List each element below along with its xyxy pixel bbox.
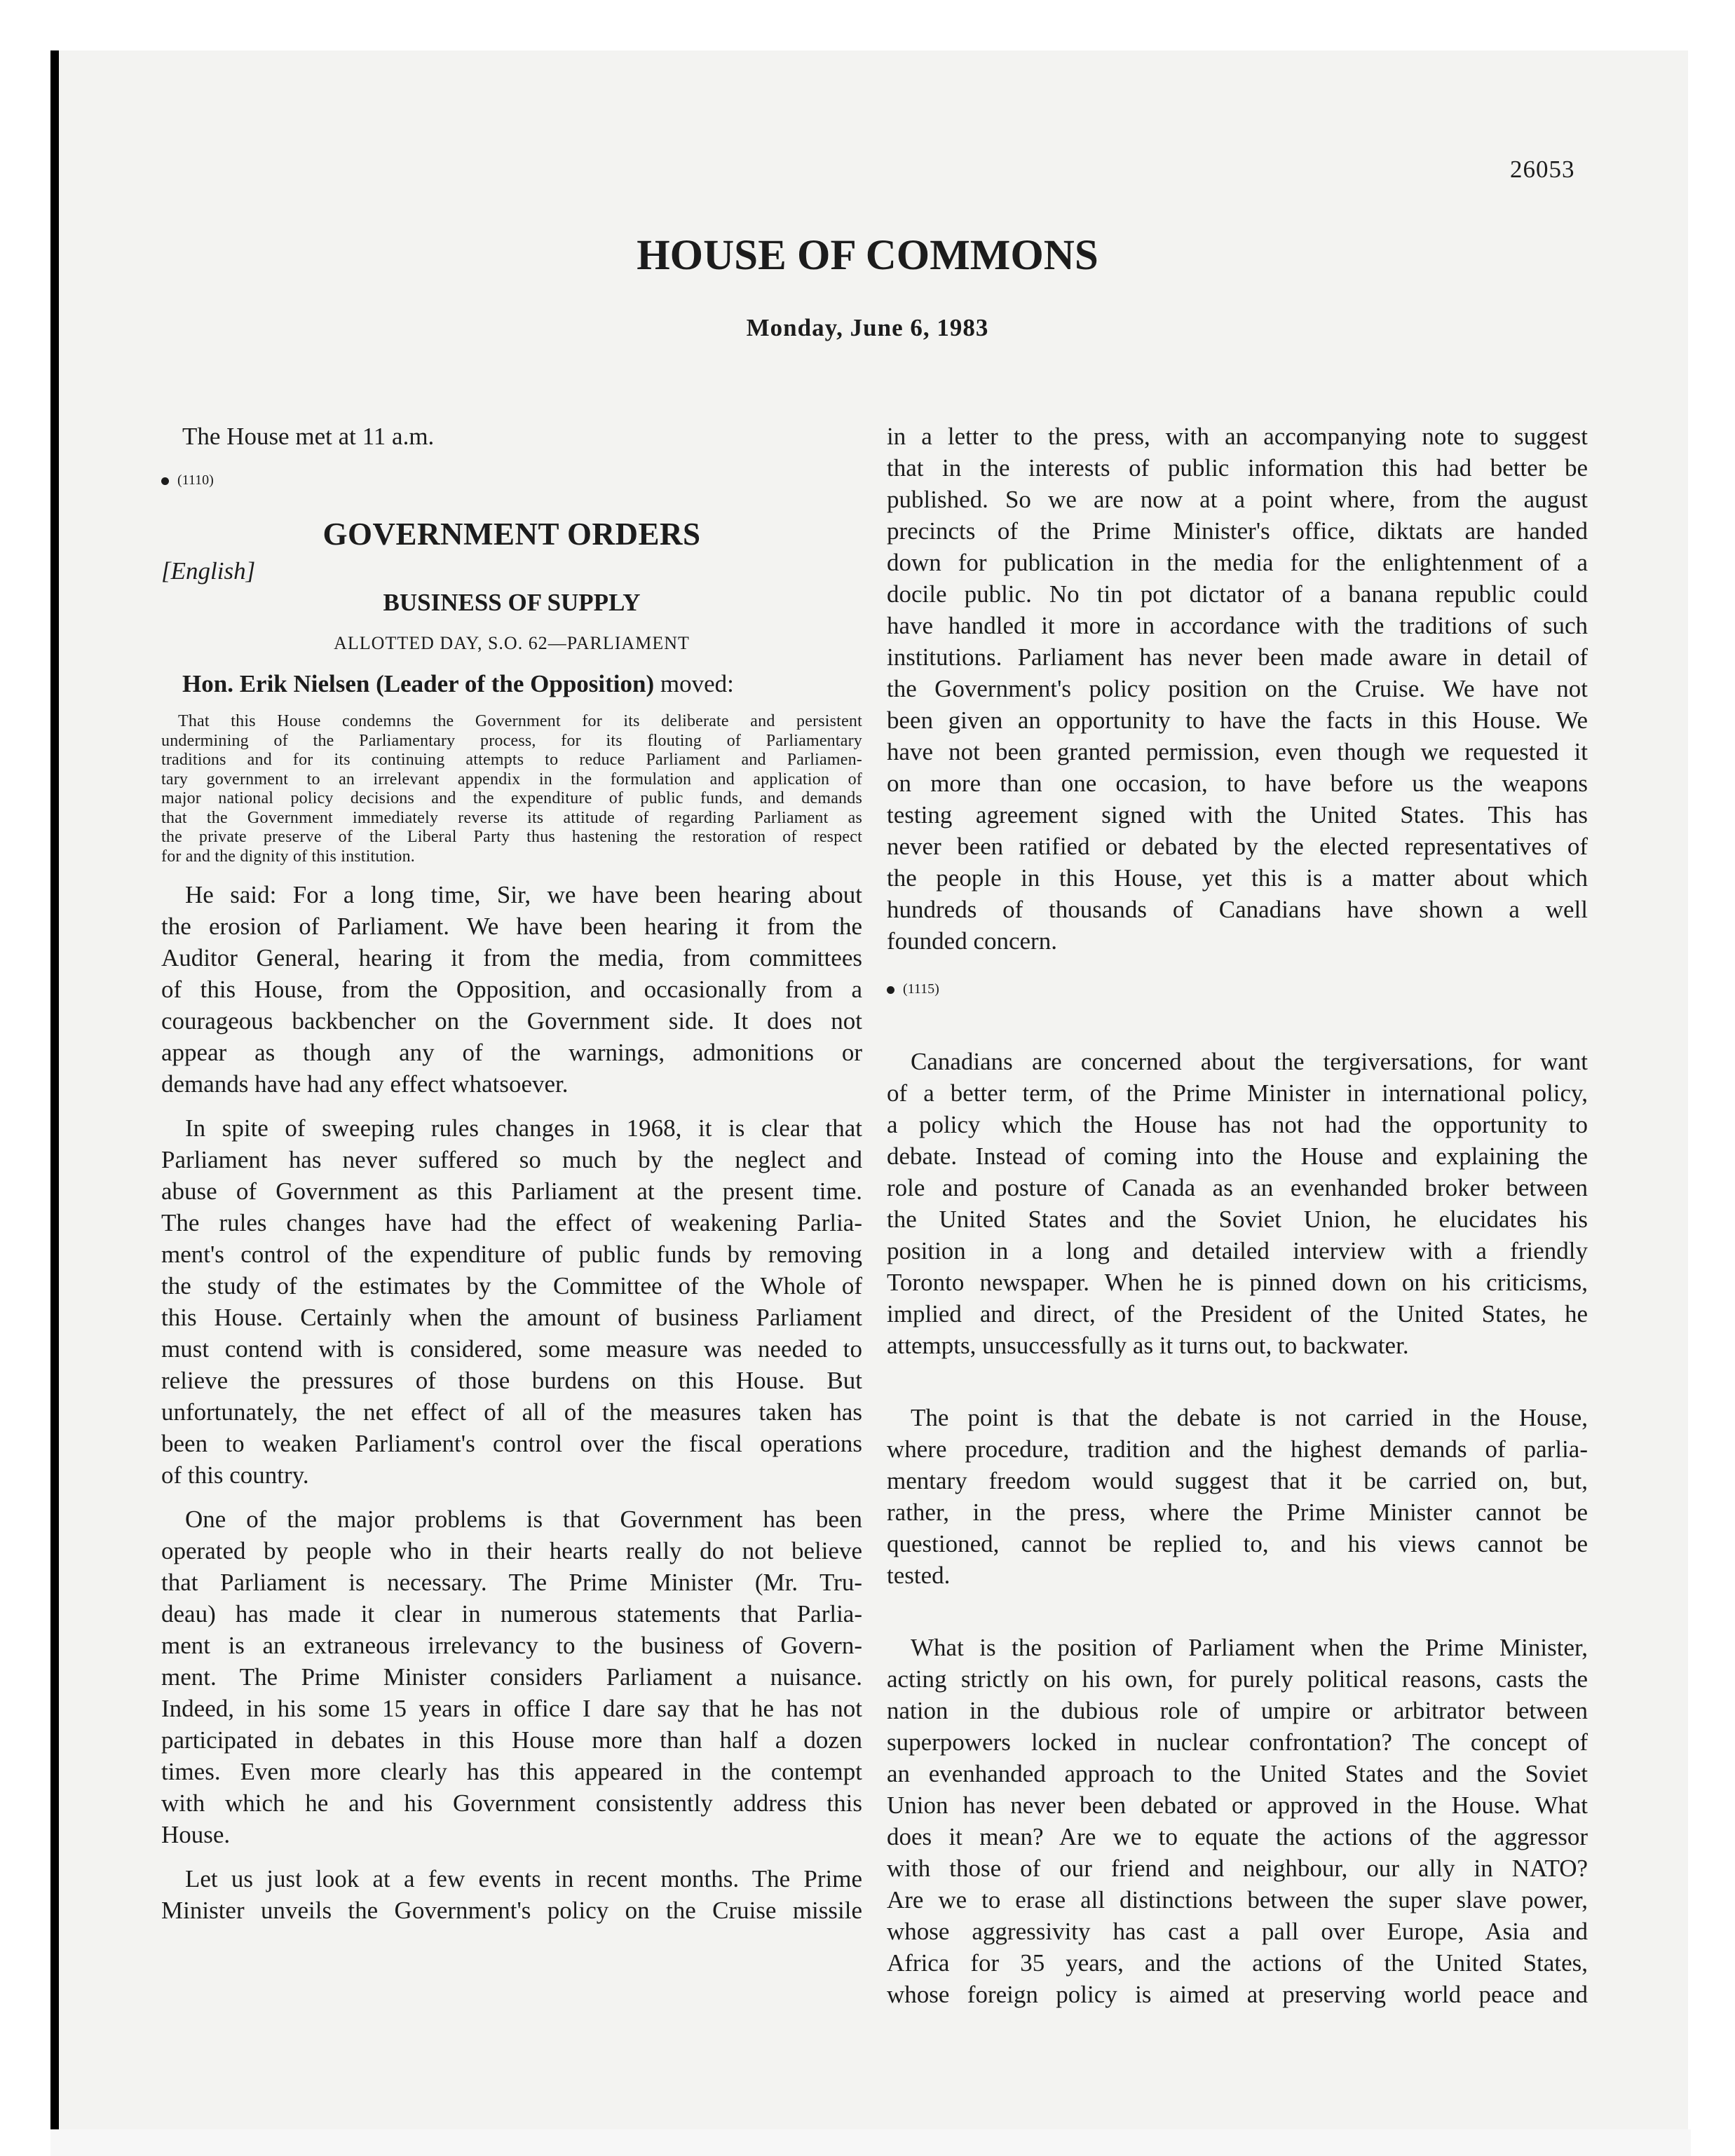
- text-line: on more than one occasion, to have before us the weapons: [887, 770, 1588, 797]
- text-line: He said: For a long time, Sir, we have been hearing about: [185, 881, 862, 908]
- scan-edge-bottom: [50, 2129, 1691, 2156]
- motion-text: [161, 712, 862, 866]
- text-line: the people in this House, yet this is a matter about which: [887, 864, 1588, 892]
- text-line: ment is an extraneous irrelevancy to the business of Govern-: [161, 1632, 862, 1659]
- page-number: 26053: [1510, 156, 1575, 183]
- text-line: precincts of the Prime Minister's office, diktats are handed: [887, 517, 1588, 545]
- text-line: demands have had any effect whatsoever.: [161, 1070, 569, 1098]
- text-line: Toronto newspaper. When he is pinned down on his criticisms,: [887, 1269, 1588, 1296]
- motion-line: major national policy decisions and the expenditure of public funds, and demands: [161, 789, 862, 807]
- text-line: the erosion of Parliament. We have been hearing it from the: [161, 913, 862, 940]
- scan-edge-left: [50, 50, 59, 2142]
- bullet-icon: [161, 477, 169, 485]
- text-line: an evenhanded approach to the United States and the Soviet: [887, 1760, 1588, 1787]
- text-line: courageous backbencher on the Government side. It does not: [161, 1007, 862, 1035]
- text-line: hundreds of thousands of Canadians have shown a well: [887, 896, 1588, 923]
- text-line: of a better term, of the Prime Minister in international policy,: [887, 1079, 1588, 1107]
- text-line: role and posture of Canada as an evenhanded broker between: [887, 1174, 1588, 1201]
- motion-line: traditions and for its continuing attempts to reduce Parliament and Parliamen-: [161, 751, 862, 769]
- paragraph: [887, 1632, 1588, 2010]
- text-line: tested.: [887, 1562, 951, 1589]
- text-line: One of the major problems is that Government has been: [185, 1506, 862, 1533]
- text-line: appear as though any of the warnings, admonitions or: [161, 1039, 862, 1066]
- text-line: with which he and his Government consistently address this: [161, 1789, 862, 1817]
- text-line: unfortunately, the net effect of all of the measures taken has: [161, 1398, 862, 1426]
- text-line: acting strictly on his own, for purely political reasons, casts the: [887, 1665, 1588, 1693]
- left-column: [161, 421, 862, 1926]
- text-line: relieve the pressures of those burdens on this House. But: [161, 1367, 862, 1394]
- text-line: in a letter to the press, with an accompanying note to suggest: [887, 423, 1588, 450]
- text-line: The rules changes have had the effect of weakening Parlia-: [161, 1209, 862, 1236]
- motion-line: undermining of the Parliamentary process, for its flouting of Parliamentary: [161, 731, 862, 750]
- paragraph: [161, 1112, 862, 1491]
- motion-line: That this House condemns the Government for its deliberate and persistent: [178, 712, 862, 730]
- text-line: Union has never been debated or approved in the House. What: [887, 1792, 1588, 1819]
- mover-name: Hon. Erik Nielsen (Leader of the Opposition): [182, 670, 655, 697]
- text-line: does it mean? Are we to equate the actions of the aggressor: [887, 1823, 1588, 1850]
- time-marker-text: (1115): [903, 981, 939, 997]
- text-line: been given an opportunity to have the facts in this House. We: [887, 707, 1588, 734]
- right-column: [887, 421, 1588, 2010]
- text-line: that Parliament is necessary. The Prime Minister (Mr. Tru-: [161, 1569, 862, 1596]
- paragraph: [887, 1402, 1588, 1591]
- text-line: of this country.: [161, 1461, 309, 1489]
- text-line: implied and direct, of the President of the United States, he: [887, 1300, 1588, 1328]
- mover-line: [161, 668, 862, 700]
- text-line: superpowers locked in nuclear confrontation? The concept of: [887, 1728, 1588, 1756]
- motion-line: tary government to an irrelevant appendix in the formulation and application of: [161, 770, 862, 789]
- text-line: House.: [161, 1821, 231, 1848]
- text-line: nation in the dubious role of umpire or arbitrator between: [887, 1697, 1588, 1724]
- text-line: been to weaken Parliament's control over the fiscal operations: [161, 1430, 862, 1457]
- text-line: The point is that the debate is not carried in the House,: [911, 1404, 1588, 1431]
- bullet-icon: [887, 986, 894, 994]
- text-line: that in the interests of public information this had better be: [887, 454, 1588, 482]
- text-line: the United States and the Soviet Union, he elucidates his: [887, 1206, 1588, 1233]
- text-line: times. Even more clearly has this appeared in the contempt: [161, 1758, 862, 1785]
- text-line: of this House, from the Opposition, and occasionally from a: [161, 976, 862, 1003]
- text-line: ment's control of the expenditure of public funds by removing: [161, 1241, 862, 1268]
- moved-text: moved:: [654, 670, 734, 697]
- text-line: down for publication in the media for the enlightenment of a: [887, 549, 1588, 576]
- text-line: have handled it more in accordance with the traditions of such: [887, 612, 1588, 639]
- text-line: a policy which the House has not had the opportunity to: [887, 1111, 1588, 1138]
- time-marker-1110: [161, 465, 862, 496]
- motion-line: that the Government immediately reverse its attitude of regarding Parliament as: [161, 808, 862, 827]
- house-met-line: The House met at 11 a.m.: [182, 423, 435, 450]
- text-line: Let us just look at a few events in recent months. The Prime: [185, 1865, 862, 1892]
- text-line: operated by people who in their hearts really do not believe: [161, 1537, 862, 1564]
- text-line: whose aggressivity has cast a pall over Europe, Asia and: [887, 1918, 1588, 1945]
- section-heading-government-orders: GOVERNMENT ORDERS: [322, 517, 701, 552]
- paragraph: [161, 1503, 862, 1850]
- text-line: Minister unveils the Government's policy on the Cruise missile: [161, 1897, 862, 1924]
- text-line: abuse of Government as this Parliament at the present time.: [161, 1178, 862, 1205]
- time-marker-1115: [887, 974, 1588, 1005]
- text-line: Africa for 35 years, and the actions of the United States,: [887, 1949, 1588, 1977]
- text-line: ment. The Prime Minister considers Parliament a nuisance.: [161, 1663, 862, 1691]
- text-line: never been ratified or debated by the elected representatives of: [887, 833, 1588, 860]
- motion-line: the private preserve of the Liberal Party thus hastening the restoration of respect: [161, 828, 862, 846]
- text-line: have not been granted permission, even though we requested it: [887, 738, 1588, 765]
- motion-line: for and the dignity of this institution.: [161, 847, 415, 866]
- text-line: questioned, cannot be replied to, and his views cannot be: [887, 1530, 1588, 1557]
- text-line: whose foreign policy is aimed at preserving world peace and: [887, 1981, 1588, 2008]
- text-line: this House. Certainly when the amount of business Parliament: [161, 1304, 862, 1331]
- paragraph: [161, 879, 862, 1100]
- text-line: In spite of sweeping rules changes in 1968, it is clear that: [185, 1114, 862, 1142]
- allotted-day-line: ALLOTTED DAY, S.O. 62—PARLIAMENT: [334, 633, 690, 653]
- text-line: published. So we are now at a point where, from the august: [887, 486, 1588, 513]
- text-line: with those of our friend and neighbour, our ally in NATO?: [887, 1855, 1588, 1882]
- text-line: testing agreement signed with the United States. This has: [887, 801, 1588, 828]
- text-line: Indeed, in his some 15 years in office I dare say that he has not: [161, 1695, 862, 1722]
- page-title: HOUSE OF COMMONS: [637, 232, 1098, 279]
- text-line: Parliament has never suffered so much by the neglect and: [161, 1146, 862, 1173]
- text-line: mentary freedom would suggest that it be carried on, but,: [887, 1467, 1588, 1494]
- text-line: attempts, unsuccessfully as it turns out, to backwater.: [887, 1332, 1409, 1359]
- text-line: the study of the estimates by the Committee of the Whole of: [161, 1272, 862, 1299]
- text-line: What is the position of Parliament when the Prime Minister,: [911, 1634, 1588, 1661]
- paragraph: [887, 421, 1588, 957]
- text-line: founded concern.: [887, 927, 1057, 955]
- text-line: deau) has made it clear in numerous statements that Parlia-: [161, 1600, 862, 1628]
- text-line: institutions. Parliament has never been made aware in detail of: [887, 643, 1588, 671]
- language-marker: [English]: [161, 557, 256, 585]
- text-line: where procedure, tradition and the highest demands of parlia-: [887, 1435, 1588, 1463]
- subheading-business-of-supply: BUSINESS OF SUPPLY: [383, 589, 641, 616]
- text-line: rather, in the press, where the Prime Minister cannot be: [887, 1499, 1588, 1526]
- text-line: the Government's policy position on the Cruise. We have not: [887, 675, 1588, 702]
- paragraph: [161, 1863, 862, 1926]
- text-line: participated in debates in this House more than half a dozen: [161, 1726, 862, 1754]
- time-marker-text: (1110): [177, 472, 214, 488]
- text-line: Canadians are concerned about the tergiversations, for want: [911, 1048, 1588, 1075]
- text-line: Auditor General, hearing it from the media, from committees: [161, 944, 862, 971]
- text-line: position in a long and detailed interview with a friendly: [887, 1237, 1588, 1264]
- text-line: Are we to erase all distinctions between the super slave power,: [887, 1886, 1588, 1913]
- paragraph: [887, 1046, 1588, 1361]
- sitting-date: Monday, June 6, 1983: [746, 314, 989, 341]
- text-line: docile public. No tin pot dictator of a banana republic could: [887, 580, 1588, 608]
- text-line: must contend with is considered, some measure was needed to: [161, 1335, 862, 1363]
- text-line: debate. Instead of coming into the House and explaining the: [887, 1142, 1588, 1170]
